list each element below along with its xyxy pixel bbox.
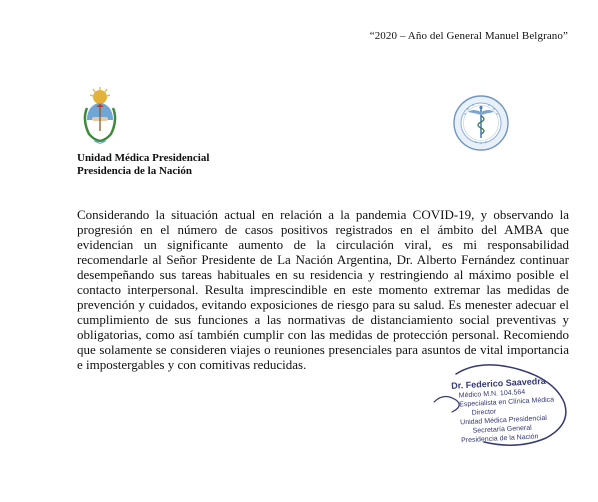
stamp-secretariat: Secretaría General <box>472 424 532 435</box>
medical-unit-seal <box>452 94 510 152</box>
stamp-specialty: Especialista en Clínica Médica <box>459 396 555 409</box>
issuer-unit: Unidad Médica Presidencial <box>77 152 210 164</box>
doctor-stamp <box>448 375 569 446</box>
stamp-presidency: Presidencia de la Nación <box>460 433 539 445</box>
stamp-license: Médico M.N. 104.564 <box>458 388 526 400</box>
stamp-unit: Unidad Médica Presidencial <box>460 414 548 427</box>
stamp-role: Director <box>471 408 497 417</box>
coat-of-arms-emblem <box>80 86 120 144</box>
year-motto: “2020 – Año del General Manuel Belgrano” <box>369 30 568 42</box>
issuer-block <box>77 152 209 178</box>
stamp-doctor-name: Dr. Federico Saavedra <box>450 375 546 391</box>
issuer-presidency: Presidencia de la Nación <box>77 165 192 177</box>
letter-body: Considerando la situación actual en relación a la pandemia COVID-19, y observando la progresión en el número de casos positivos registrados en el ámbito del AMBA que evidencian un significante aumento de la circulación viral, es mi responsabilidad recomendarle al Señor Presidente de La Nación Argentina, Dr. Alberto Fernández continuar desempeñando sus tareas habituales en su residencia y restringiendo al máximo posible el contacto interpersonal. Resulta imprescindible en este momento extremar las medidas de prevención y cuidados, evitando exposiciones de riesgo para su salud. Es menester adecuar el cumplimiento de sus funciones a las normativas de distanciamiento social preventivas y obligatorias, como así también cumplir con las medidas de protección personal. Recomiendo que solamente se consideren viajes o reuniones presenciales para asuntos de vital importancia e impostergables y con comitivas reducidas. <box>77 207 569 372</box>
